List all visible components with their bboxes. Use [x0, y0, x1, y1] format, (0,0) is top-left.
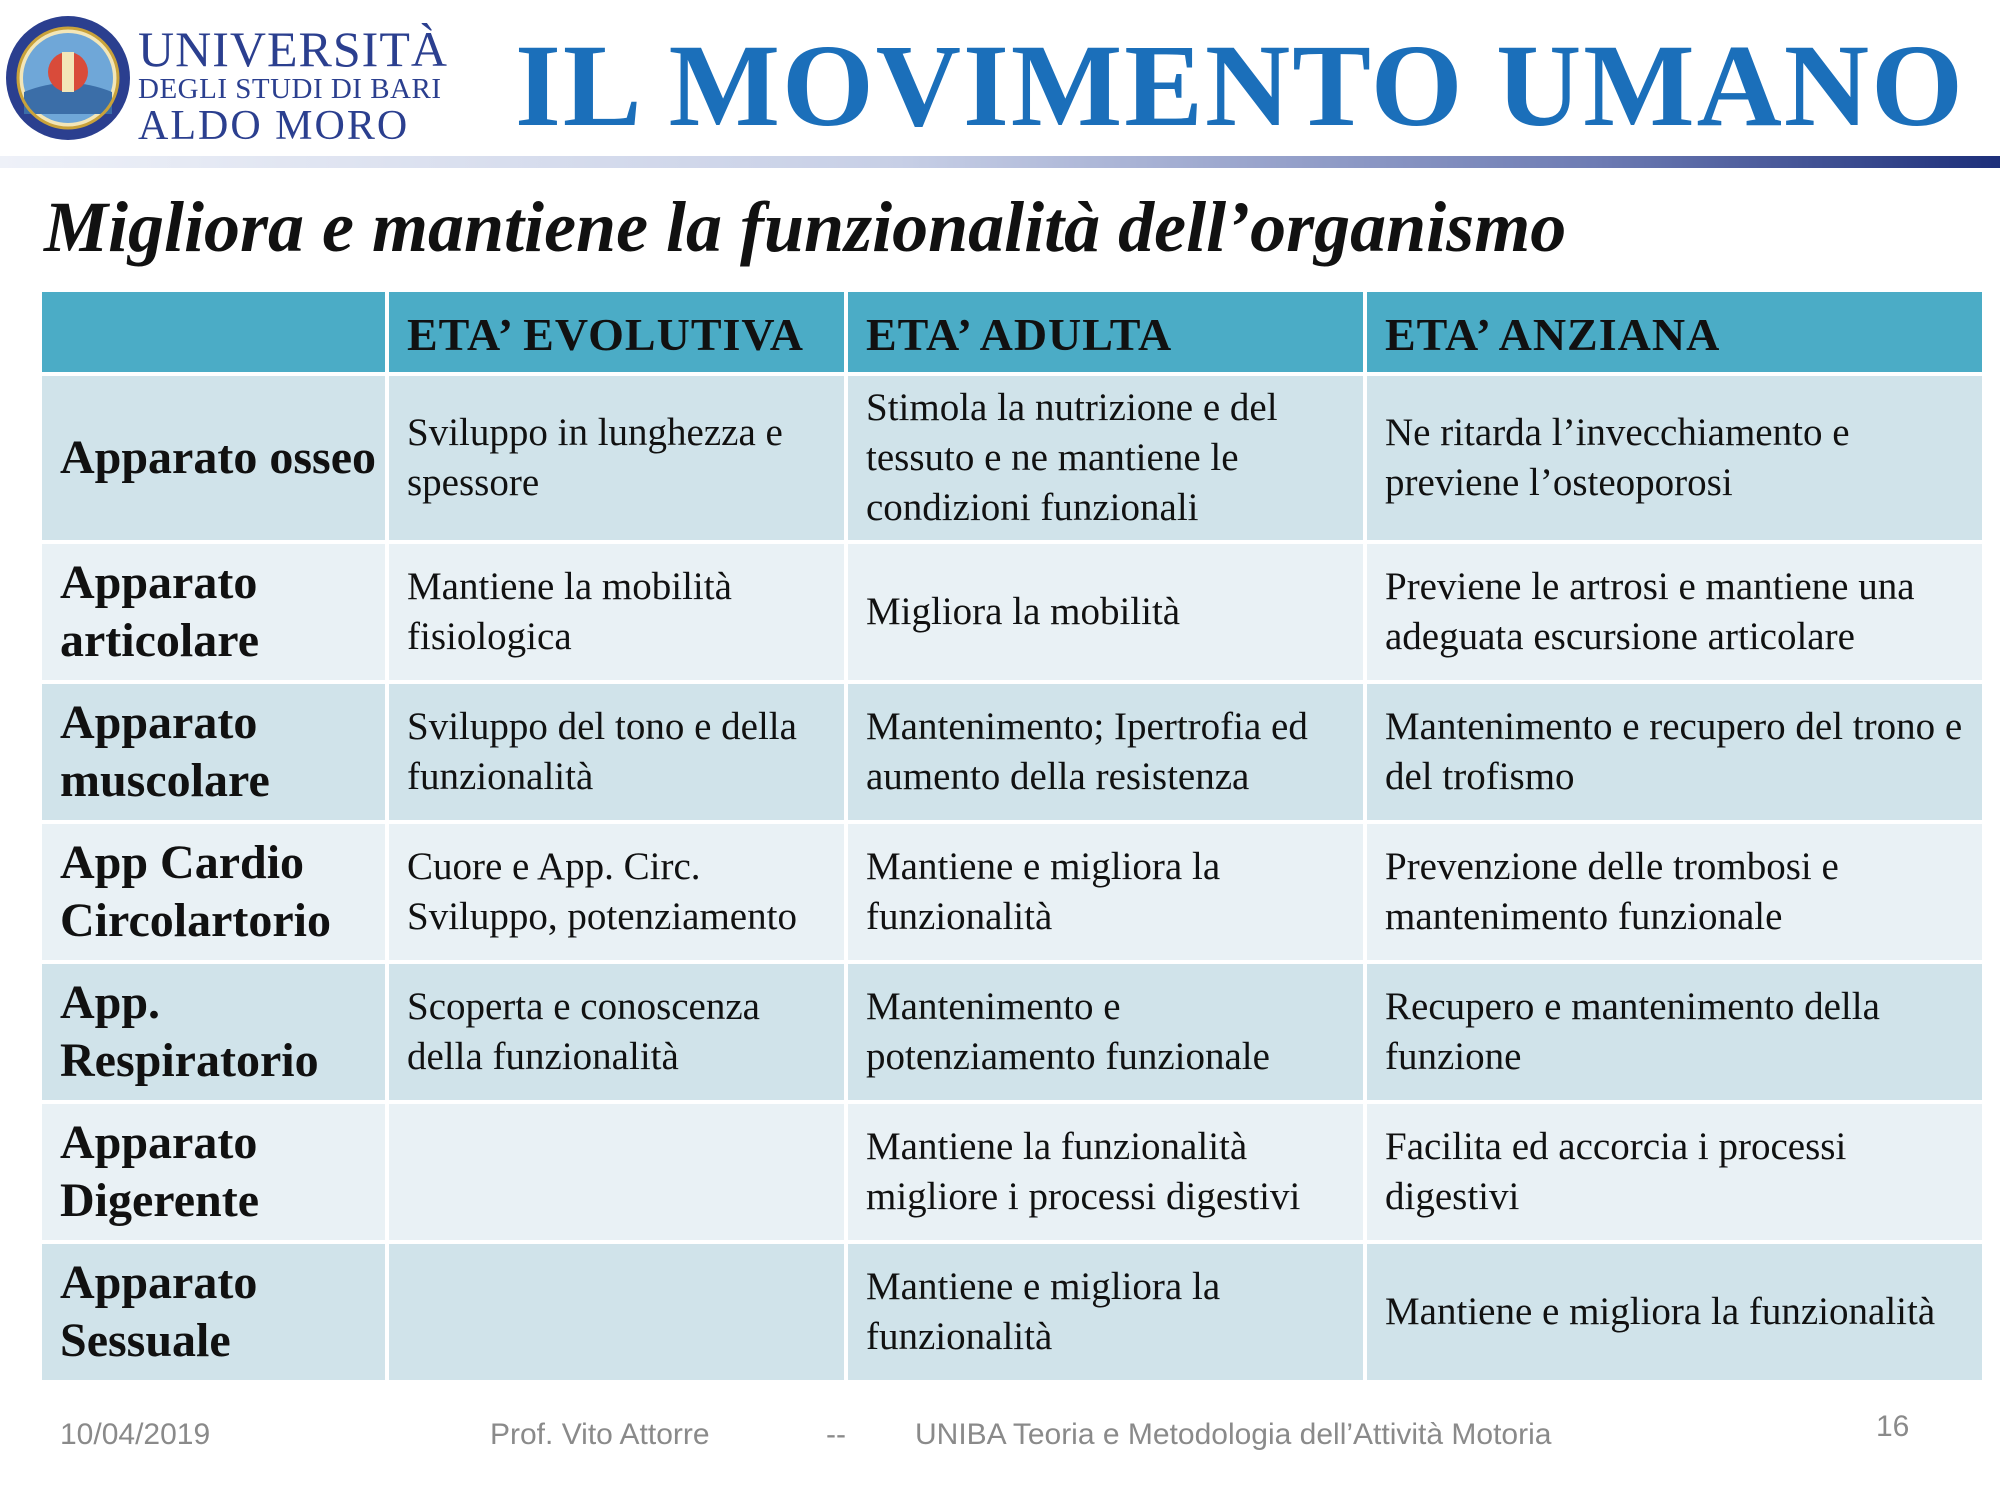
header-cell-anziana: ETA’ ANZIANA	[1367, 292, 1982, 372]
university-seal-icon	[4, 14, 132, 142]
row-label: Apparato Digerente	[42, 1104, 385, 1240]
table-header-row	[42, 292, 1982, 372]
cell-adulta: Mantenimento; Ipertrofia ed aumento della resistenza	[848, 684, 1363, 820]
cell-anziana: Mantiene e migliora la funzionalità	[1367, 1244, 1982, 1380]
header-cell-empty	[42, 292, 385, 372]
header-cell-adulta: ETA’ ADULTA	[848, 292, 1363, 372]
header-divider	[0, 156, 2000, 168]
cell-anziana: Ne ritarda l’invecchiamento e previene l’osteoporosi	[1367, 376, 1982, 540]
cell-anziana: Mantenimento e recupero del trono e del trofismo	[1367, 684, 1982, 820]
university-logo-text	[138, 21, 448, 149]
table-row	[42, 1244, 1982, 1380]
row-label: App Cardio Circolartorio	[42, 824, 385, 960]
header-cell-evolutiva: ETA’ EVOLUTIVA	[389, 292, 844, 372]
cell-adulta: Migliora la mobilità	[848, 544, 1363, 680]
cell-adulta: Mantenimento e potenziamento funzionale	[848, 964, 1363, 1100]
logo-line-1: UNIVERSITÀ	[138, 21, 448, 77]
cell-anziana: Recupero e mantenimento della funzione	[1367, 964, 1982, 1100]
cell-anziana: Facilita ed accorcia i processi digestivi	[1367, 1104, 1982, 1240]
logo-line-2: DEGLI STUDI DI BARI	[138, 73, 442, 105]
cell-adulta: Mantiene e migliora la funzionalità	[848, 1244, 1363, 1380]
table-row	[42, 964, 1982, 1100]
row-label: Apparato osseo	[42, 376, 385, 540]
cell-adulta: Mantiene la funzionalità migliore i processi digestivi	[848, 1104, 1363, 1240]
table-row	[42, 1104, 1982, 1240]
cell-adulta: Stimola la nutrizione e del tessuto e ne mantiene le condizioni funzionali	[848, 376, 1363, 540]
logo-line-3: ALDO MORO	[138, 103, 410, 149]
functionality-table	[38, 288, 1986, 1384]
slide-title: IL MOVIMENTO UMANO	[515, 20, 1965, 151]
cell-evolutiva: Sviluppo in lunghezza e spessore	[389, 376, 844, 540]
table-row	[42, 376, 1982, 540]
row-label: App. Respiratorio	[42, 964, 385, 1100]
footer-course: UNIBA Teoria e Metodologia dell’Attività Motoria	[915, 1418, 1552, 1451]
cell-anziana: Prevenzione delle trombosi e mantenimento funzionale	[1367, 824, 1982, 960]
slide-subtitle: Migliora e mantiene la funzionalità dell’organismo	[44, 187, 1567, 267]
row-label: Apparato articolare	[42, 544, 385, 680]
cell-evolutiva: Cuore e App. Circ. Sviluppo, potenziamento	[389, 824, 844, 960]
footer-separator: --	[826, 1418, 846, 1451]
row-label: Apparato muscolare	[42, 684, 385, 820]
cell-evolutiva: Mantiene la mobilità fisiologica	[389, 544, 844, 680]
cell-evolutiva: Sviluppo del tono e della funzionalità	[389, 684, 844, 820]
cell-evolutiva	[389, 1244, 844, 1380]
table-row	[42, 684, 1982, 820]
cell-evolutiva: Scoperta e conoscenza della funzionalità	[389, 964, 844, 1100]
table-row	[42, 824, 1982, 960]
footer-author: Prof. Vito Attorre	[490, 1418, 710, 1451]
cell-anziana: Previene le artrosi e mantiene una adeguata escursione articolare	[1367, 544, 1982, 680]
footer-date: 10/04/2019	[60, 1418, 211, 1451]
page-number: 16	[1876, 1410, 1910, 1443]
cell-adulta: Mantiene e migliora la funzionalità	[848, 824, 1363, 960]
table-row	[42, 544, 1982, 680]
cell-evolutiva	[389, 1104, 844, 1240]
row-label: Apparato Sessuale	[42, 1244, 385, 1380]
